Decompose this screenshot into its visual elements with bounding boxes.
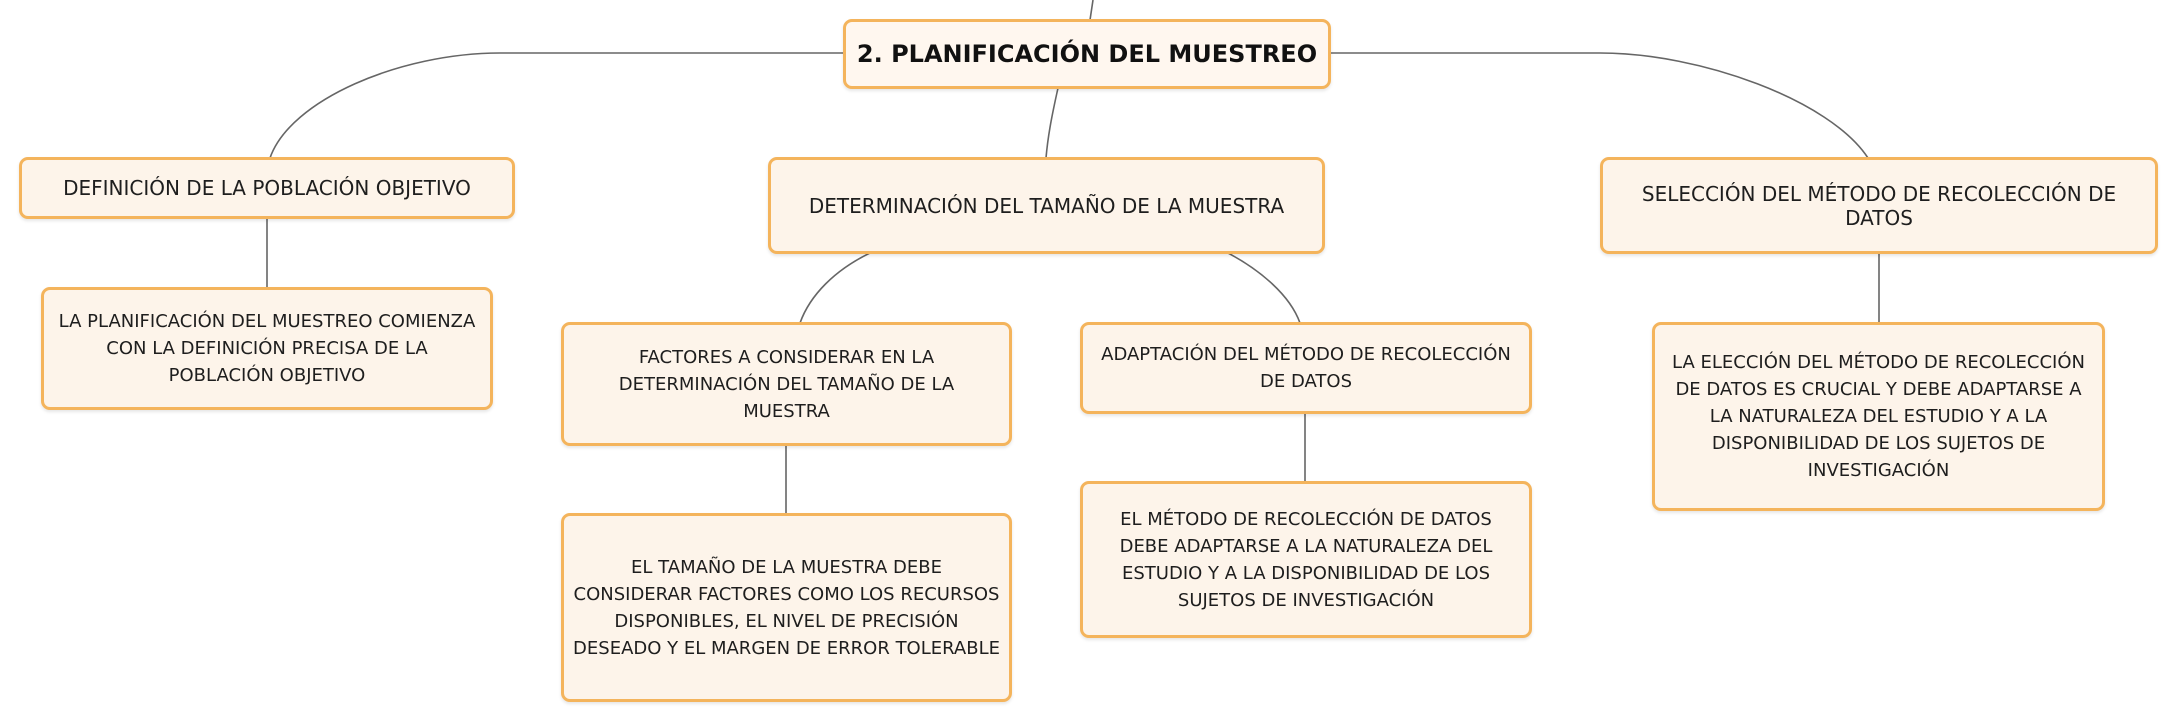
connector-incoming — [1090, 0, 1093, 20]
connector-root-to-method — [1331, 53, 1868, 158]
connector-root-to-population — [270, 53, 843, 158]
factors-detail-text: EL TAMAÑO DE LA MUESTRA DEBE CONSIDERAR FACTORES COMO LOS RECURSOS DISPONIBLES, EL NIVEL DE PRECISIÓN DESEADO Y EL MARGEN DE ERROR TOLERABLE — [573, 556, 1000, 659]
connector-sample-size-to-adaptation — [1228, 253, 1300, 323]
factors-node[interactable] — [561, 322, 1012, 446]
method-detail-text: LA ELECCIÓN DEL MÉTODO DE RECOLECCIÓN DE DATOS ES CRUCIAL Y DEBE ADAPTARSE A LA NATURALEZA DEL ESTUDIO Y A LA DISPONIBILIDAD DE LOS SUJETOS DE INVESTIGACIÓN — [1672, 352, 2085, 481]
connector-sample-size-to-factors — [800, 253, 870, 323]
branch-population-node[interactable] — [19, 157, 515, 219]
population-detail-text: LA PLANIFICACIÓN DEL MUESTREO COMIENZA CON LA DEFINICIÓN PRECISA DE LA POBLACIÓN OBJETIVO — [58, 311, 476, 386]
adaptation-node[interactable] — [1080, 322, 1532, 414]
branch-sample-size-node[interactable] — [768, 157, 1325, 254]
connector-root-to-sample-size — [1046, 88, 1058, 158]
branch-sample-size-title: DETERMINACIÓN DEL TAMAÑO DE LA MUESTRA — [808, 193, 1285, 218]
root-node[interactable] — [843, 19, 1331, 89]
adaptation-text: ADAPTACIÓN DEL MÉTODO DE RECOLECCIÓN DE DATOS — [1101, 344, 1511, 392]
adaptation-detail-node[interactable] — [1080, 481, 1532, 638]
branch-method-title: SELECCIÓN DEL MÉTODO DE RECOLECCIÓN DE DATOS — [1641, 181, 2117, 230]
branch-population-title: DEFINICIÓN DE LA POBLACIÓN OBJETIVO — [63, 176, 471, 200]
population-detail-node[interactable] — [41, 287, 493, 410]
adaptation-detail-text: EL MÉTODO DE RECOLECCIÓN DE DATOS DEBE ADAPTARSE A LA NATURALEZA DEL ESTUDIO Y A LA DISPONIBILIDAD DE LOS SUJETOS DE INVESTIGACIÓN — [1119, 508, 1493, 611]
branch-method-node[interactable] — [1600, 157, 2158, 254]
method-detail-node[interactable] — [1652, 322, 2105, 511]
root-title: 2. PLANIFICACIÓN DEL MUESTREO — [856, 40, 1318, 68]
factors-detail-node[interactable] — [561, 513, 1012, 702]
factors-text: FACTORES A CONSIDERAR EN LA DETERMINACIÓN DEL TAMAÑO DE LA MUESTRA — [618, 346, 955, 422]
